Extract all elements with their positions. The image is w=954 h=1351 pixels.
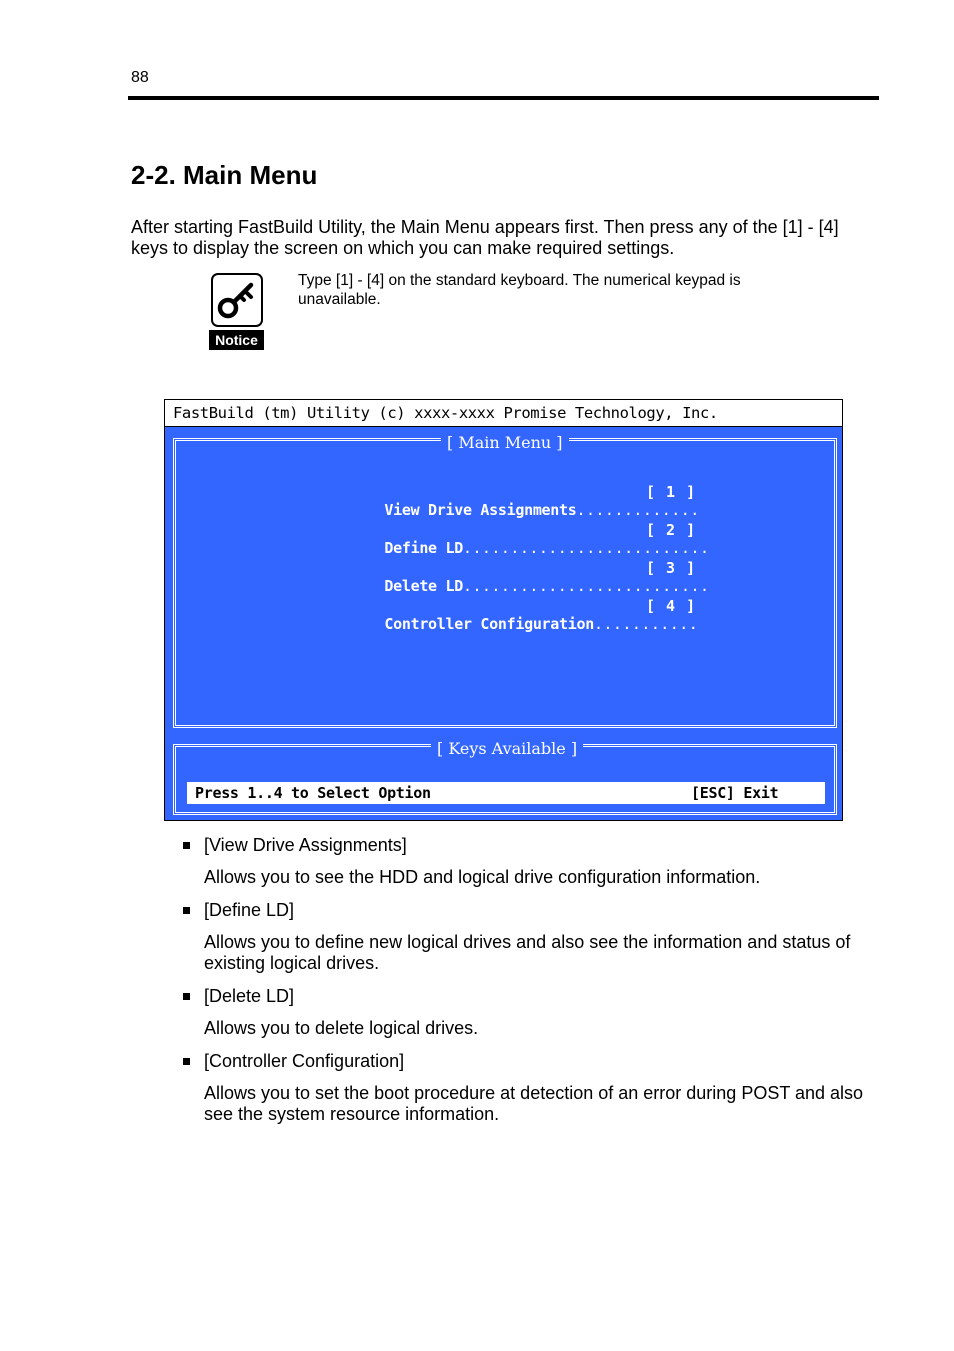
list-item-text: Allows you to define new logical drives and also see the information and status of existing logical drives. [204, 932, 851, 973]
keys-available-legend: [ Keys Available ] [431, 739, 583, 759]
bullet-icon [183, 993, 190, 1000]
menu-item-label: View Drive Assignments [384, 501, 577, 519]
list-item [183, 835, 873, 888]
menu-item-key: [ 2 ] [646, 521, 697, 539]
section-title: 2-2. Main Menu [131, 160, 318, 190]
fastbuild-screen [164, 399, 843, 821]
bios-title-bar [165, 400, 842, 427]
bullet-icon [183, 907, 190, 914]
menu-item-key: [ 3 ] [646, 559, 697, 577]
menu-item-dots: .......................... [462, 539, 710, 557]
list-item-heading: [Define LD] [204, 900, 295, 920]
list-item-heading: [Controller Configuration] [204, 1051, 405, 1071]
menu-item-label: Define LD [384, 539, 463, 557]
bullet-icon [183, 842, 190, 849]
intro-paragraph: After starting FastBuild Utility, the Main Menu appears first. Then press any of the [1] - [4] keys to display the screen on which you can make required settings. [131, 217, 839, 258]
menu-item-dots: .......................... [462, 577, 710, 595]
list-item [183, 1051, 873, 1125]
list-item-text: Allows you to see the HDD and logical drive configuration information. [204, 867, 761, 887]
page-number: 88 [131, 69, 149, 86]
notice-frame [211, 273, 263, 327]
notice-label: Notice [209, 330, 264, 350]
bullet-icon [183, 1058, 190, 1065]
list-item-text: Allows you to delete logical drives. [204, 1018, 479, 1038]
main-menu-legend: [ Main Menu ] [441, 433, 569, 453]
bios-title: FastBuild (tm) Utility (c) xxxx-xxxx Promise Technology, Inc. [173, 404, 718, 422]
menu-item-dots: ........... [593, 615, 699, 633]
list-item [183, 900, 873, 974]
menu-item-key: [ 4 ] [646, 597, 697, 615]
status-hint: Press 1..4 to Select Option [195, 784, 431, 802]
menu-item-label: Controller Configuration [384, 615, 594, 633]
menu-description-list [183, 835, 873, 1137]
menu-item-dots: ............. [576, 501, 700, 519]
esc-exit-hint[interactable]: [ESC] Exit [691, 784, 779, 802]
menu-item-controller-configuration[interactable] [332, 597, 698, 669]
keys-available-panel [173, 739, 837, 815]
menu-item-label: Delete LD [384, 577, 463, 595]
list-item-text: Allows you to set the boot procedure at detection of an error during POST and also see the system resource information. [204, 1083, 864, 1124]
menu-item-key: [ 1 ] [646, 483, 697, 501]
header-rule [128, 96, 879, 100]
list-item-heading: [View Drive Assignments] [204, 835, 407, 855]
list-item-heading: [Delete LD] [204, 986, 295, 1006]
status-bar [187, 782, 825, 804]
key-icon [215, 277, 259, 323]
list-item [183, 986, 873, 1039]
notice-text: Type [1] - [4] on the standard keyboard. The numerical keypad is unavailable. [298, 272, 741, 308]
notice-icon [209, 271, 264, 352]
main-menu-panel [173, 433, 837, 728]
